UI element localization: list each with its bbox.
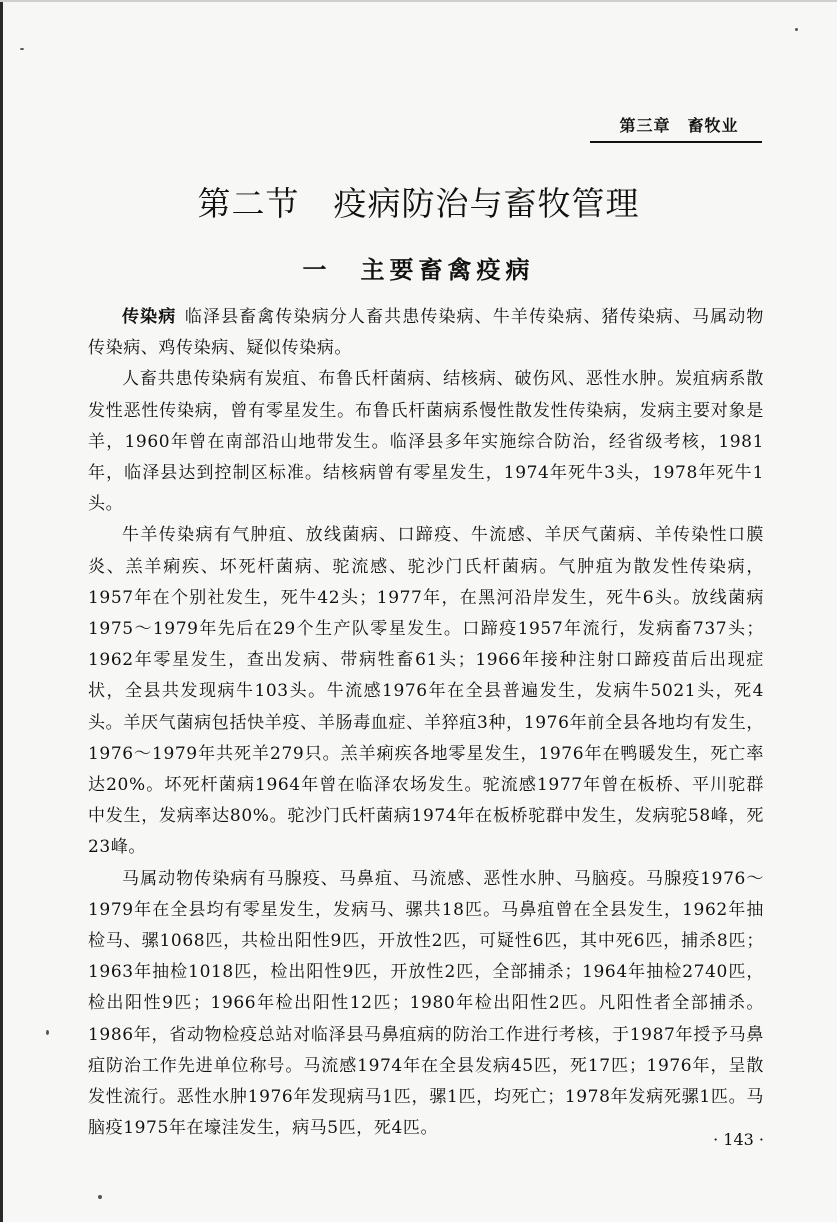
paragraph-cattle-sheep: 牛羊传染病有气肿疽、放线菌病、口蹄疫、牛流感、羊厌气菌病、羊传染性口膜炎、羔羊痢疾、坏死杆菌病、驼流感、驼沙门氏杆菌病。气肿疽为散发性传染病，1957年在个别社发生，死牛42头；1977年，在黑河沿岸发生，死牛6头。放线菌病1975～1979年先后在29个生产队零星发生。口蹄疫1957年流行，发病畜737头；1962年零星发生，查出发病、带病牲畜61头；1966年接种注射口蹄疫苗后出现症状，全县共发现病牛103头。牛流感1976年在全县普遍发生，发病牛5021头，死4头。羊厌气菌病包括快羊疫、羊肠毒血症、羊猝疽3种，1976年前全县各地均有发生，1976～1979年共死羊279只。羔羊痢疾各地零星发生，1976年在鸭暖发生，死亡率达20%。坏死杆菌病1964年曾在临泽农场发生。驼流感1977年曾在板桥、平川驼群中发生，发病率达80%。驼沙门氏杆菌病1974年在板桥驼群中发生，发病驼58峰，死23峰。 [88,525,764,858]
section-title: 第二节 疫病防治与畜牧管理 [197,184,640,223]
scan-top-edge [0,0,837,2]
subsection-title: 一 主要畜禽疫病 [302,255,535,284]
scan-speck [46,1030,49,1035]
header-rule [590,141,762,143]
intro-text: 临泽县畜禽传染病分人畜共患传染病、牛羊传染病、猪传染病、马属动物传染病、鸡传染病、疑似传染病。 [88,307,764,359]
lead-term: 传染病 [122,307,177,327]
scan-speck [20,48,24,50]
paragraph-equine: 马属动物传染病有马腺疫、马鼻疽、马流感、恶性水肿、马脑疫。马腺疫1976～1979年在全县均有零星发生，发病马、骡共18匹。马鼻疽曾在全县发生，1962年抽检马、骡1068匹，共检出阳性9匹，开放性2匹，可疑性6匹，其中死6匹，捕杀8匹；1963年抽检1018匹，检出阳性9匹，开放性2匹，全部捕杀；1964年抽检2740匹，检出阳性9匹；1966年检出阳性12匹；1980年检出阳性2匹。凡阳性者全部捕杀。1986年，省动物检疫总站对临泽县马鼻疽病的防治工作进行考核，于1987年授予马鼻疽防治工作先进单位称号。马流感1974年在全县发病45匹，死17匹；1976年，呈散发性流行。恶性水肿1976年发现病马1匹，骡1匹，均死亡；1978年发病死骡1匹。马脑疫1975年在壕洼发生，病马5匹，死4匹。 [88,868,764,1139]
scan-speck [795,28,798,31]
running-header: 第三章 畜牧业 [619,116,739,135]
intro-paragraph [88,302,764,364]
paragraph-zoonoses: 人畜共患传染病有炭疽、布鲁氏杆菌病、结核病、破伤风、恶性水肿。炭疽病系散发性恶性传染病，曾有零星发生。布鲁氏杆菌病系慢性散发性传染病，发病主要对象是羊，1960年曾在南部沿山地带发生。临泽县多年实施综合防治，经省级考核，1981年，临泽县达到控制区标准。结核病曾有零星发生，1974年死牛3头，1978年死牛1头。 [88,369,764,515]
scan-speck [98,1195,102,1199]
body-text [88,302,764,1144]
page-number: · 143 · [713,1130,764,1149]
